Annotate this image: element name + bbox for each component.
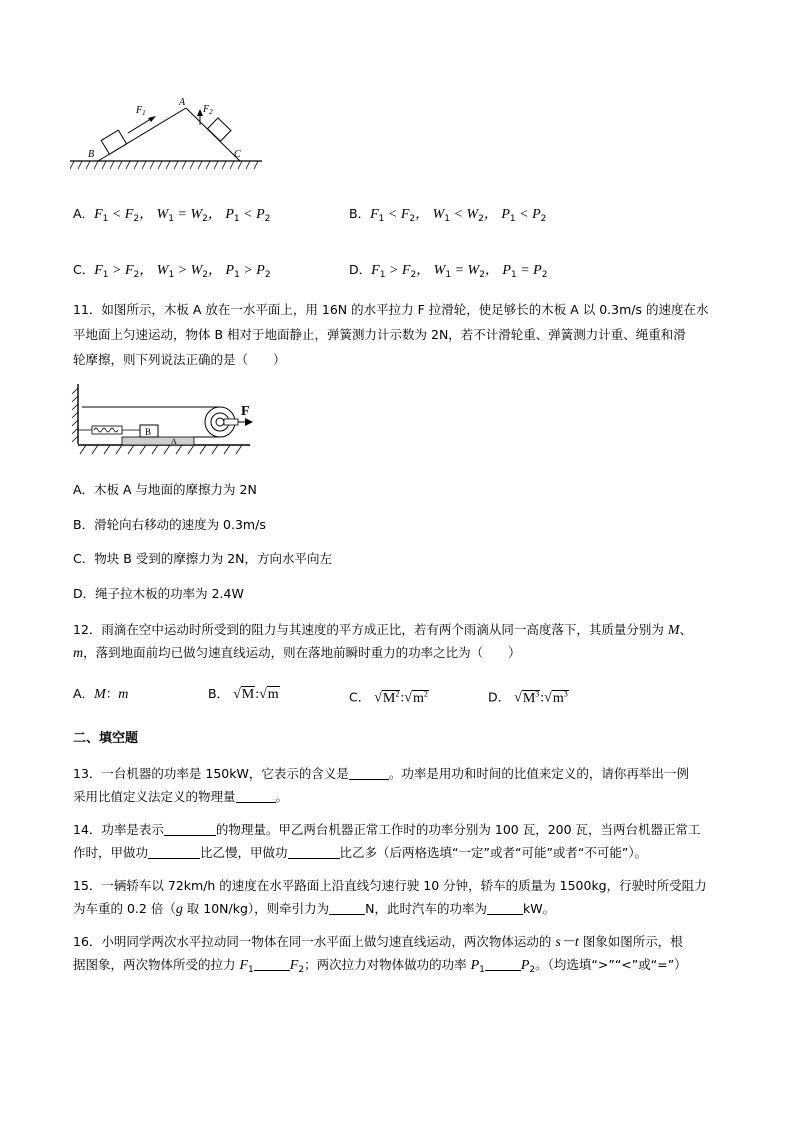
q14-blank-1[interactable] bbox=[164, 822, 216, 836]
svg-text:F2: $F_2$ bbox=[203, 104, 213, 116]
q16-line2: 据图象，两次物体所受的拉力 $F_1$ $F_2$；两次拉力对物体做功的功率 $P_1$ $P_2$。（均选填“>”“<”或“=”） bbox=[73, 957, 687, 975]
q15-line1: 15．一辆轿车以 72km/h 的速度在水平路面上沿直线匀速行驶 10 分钟，轿车的质量为 1500kg，行驶时所受阻力 bbox=[73, 878, 707, 893]
plank-a-label: A bbox=[171, 437, 177, 446]
q15-line2: 为车重的 0.2 倍（g 取 10N/kg），则牵引力为 N，此时汽车的功率为 kW。 bbox=[73, 901, 556, 917]
q14-line1: 14．功率是表示 的物理量。甲乙两台机器正常工作时的功率分别为 100 瓦，200 瓦，当两台机器正常工 bbox=[73, 822, 701, 837]
q13-line2: 采用比值定义法定义的物理量 。 bbox=[73, 789, 289, 804]
q14-blank-2[interactable] bbox=[148, 845, 200, 859]
q11-option-b: B．滑轮向右移动的速度为 0.3m/s bbox=[73, 517, 266, 532]
q12-option-d: D． $√M^3:√m^3$ bbox=[488, 689, 568, 706]
q11-option-c: C．物块 B 受到的摩擦力为 2N，方向水平向左 bbox=[73, 551, 333, 566]
q13-line1: 13．一台机器的功率是 150kW，它表示的含义是 。功率是用功和时间的比值来定义的，请你再举出一例 bbox=[73, 766, 689, 781]
label-f1: F bbox=[136, 105, 143, 116]
q10-option-b: B．$F_1 < F_2$， $W_1 < W_2$， $P_1 < P_2$ bbox=[349, 206, 547, 224]
q11-line1: 11．如图所示，木板 A 放在一水平面上，用 16N 的水平拉力 F 拉滑轮，使足够长的木板 A 以 0.3m/s 的速度在水 bbox=[73, 302, 709, 317]
q16-blank-2[interactable] bbox=[485, 957, 521, 971]
q13-blank-2[interactable] bbox=[236, 789, 276, 803]
q14-line2: 作时，甲做功 比乙慢，甲做功 比乙多（后两格选填“一定”或者“可能”或者“不可能”）。 bbox=[73, 845, 648, 860]
q10-option-a: A．$F_1 < F_2$， $W_1 = W_2$， $P_1 < P_2$ bbox=[73, 206, 271, 224]
q11-line3: 轮摩擦，则下列说法正确的是（ ） bbox=[73, 352, 286, 367]
label-a: A bbox=[179, 97, 186, 108]
q11-option-a: A．木板 A 与地面的摩擦力为 2N bbox=[73, 482, 257, 497]
label-b: B bbox=[88, 149, 95, 160]
pulley-figure bbox=[70, 382, 260, 464]
q16-blank-1[interactable] bbox=[254, 957, 290, 971]
q10-option-d: D．$F_1 > F_2$， $W_1 = W_2$， $P_1 = P_2$ bbox=[349, 262, 548, 280]
incline-figure bbox=[70, 95, 270, 175]
q15-blank-2[interactable] bbox=[487, 901, 523, 915]
q12-option-b: B． √M:√m bbox=[208, 686, 279, 702]
q12-line2: m，落到地面前均已做匀速直线运动，则在落地前瞬时重力的功率之比为（ ） bbox=[73, 645, 521, 661]
q12-option-c: C． $√M^2:√m^2$ bbox=[349, 689, 428, 706]
q16-line1: 16．小明同学两次水平拉动同一物体在同一水平面上做匀速直线运动，两次物体运动的 s－t 图象如图所示，根 bbox=[73, 934, 683, 950]
svg-text:F1: $F_1$ bbox=[136, 105, 146, 117]
q11-option-d: D．绳子拉木板的功率为 2.4W bbox=[73, 586, 244, 601]
q13-blank-1[interactable] bbox=[349, 766, 389, 780]
label-f2: F bbox=[203, 104, 210, 115]
q11-line2: 平地面上匀速运动，物体 B 相对于地面静止，弹簧测力计示数为 2N，若不计滑轮重、弹簧测力计重、绳重和滑 bbox=[73, 327, 686, 342]
q14-blank-3[interactable] bbox=[288, 845, 340, 859]
q10-option-c: C．$F_1 > F_2$， $W_1 > W_2$， $P_1 > P_2$ bbox=[73, 262, 271, 280]
section-fill-in-heading: 二、填空题 bbox=[73, 731, 139, 746]
force-f-label: F bbox=[241, 404, 250, 419]
q12-line1: 12．雨滴在空中运动时所受到的阻力与其速度的平方成正比，若有两个雨滴从同一高度落下，其质量分别为 M、 bbox=[73, 622, 693, 638]
q12-option-a: A．M：m bbox=[73, 686, 129, 702]
q15-blank-1[interactable] bbox=[329, 901, 365, 915]
label-c: C bbox=[234, 149, 241, 160]
block-b-label: B bbox=[145, 427, 152, 437]
